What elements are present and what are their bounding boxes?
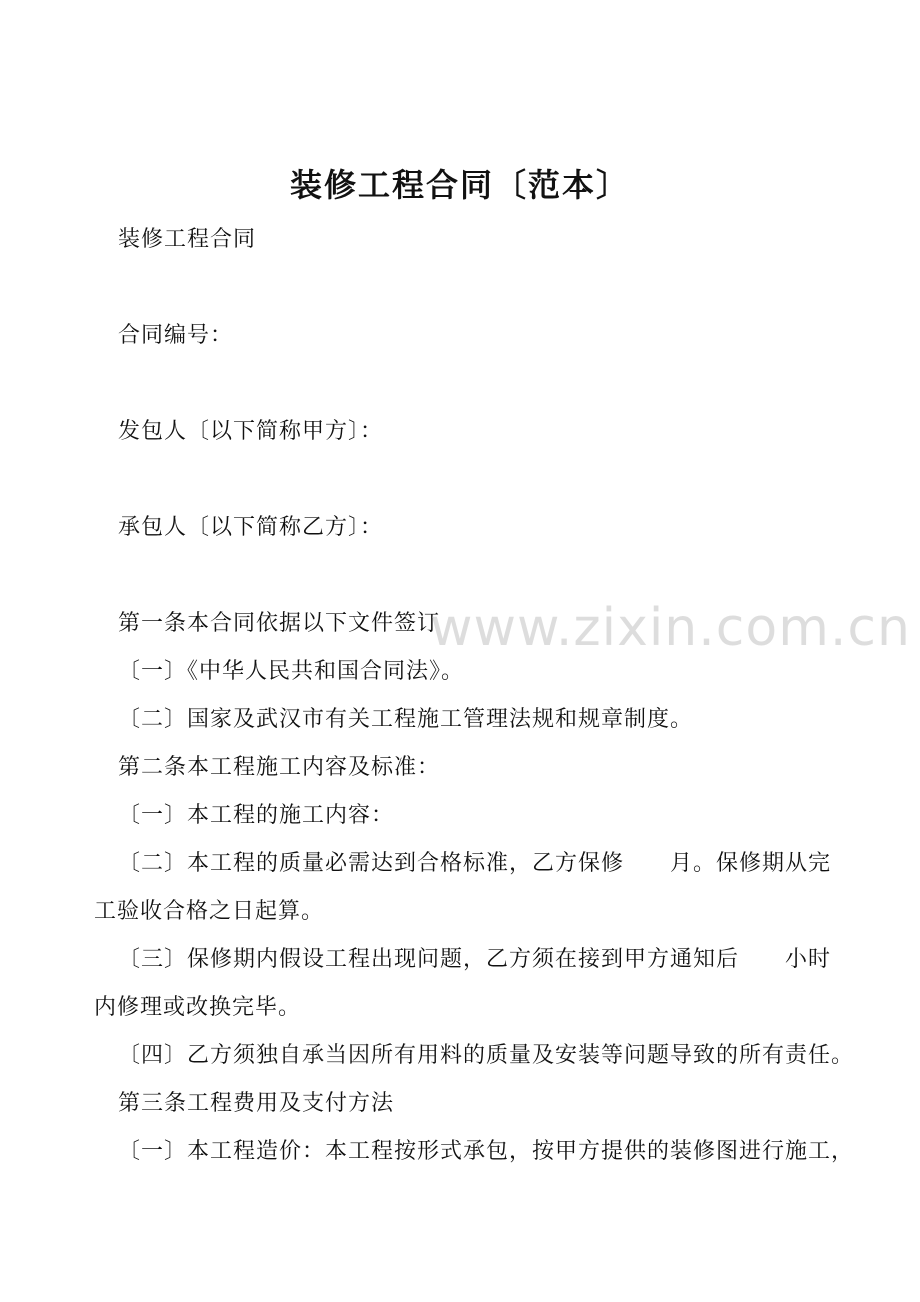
party-a-field: 发包人〔以下简称甲方〕：	[118, 419, 384, 444]
article-2-item-3-continued: 内修理或改换完毕。	[94, 995, 302, 1020]
article-2-item-2-continued: 工验收合格之日起算。	[94, 899, 325, 924]
article-2-item-2: 〔二〕本工程的质量必需达到合格标准，乙方保修 月。保修期从完	[118, 851, 832, 876]
contract-number-field: 合同编号：	[118, 323, 234, 348]
article-2-item-4: 〔四〕乙方须独自承当因所有用料的质量及安装等问题导致的所有责任。	[118, 1043, 855, 1068]
document-title: 装修工程合同〔范本〕	[289, 166, 630, 204]
watermark: www.zixin.com.cn	[430, 598, 911, 658]
article-1-item-2: 〔二〕国家及武汉市有关工程施工管理法规和规章制度。	[118, 707, 694, 732]
article-2-heading: 第二条本工程施工内容及标准：	[118, 755, 441, 780]
article-1-item-1: 〔一〕《中华人民共和国合同法》。	[118, 659, 465, 684]
article-2-item-3: 〔三〕保修期内假设工程出现问题，乙方须在接到甲方通知后 小时	[118, 947, 832, 972]
party-b-field: 承包人〔以下简称乙方〕：	[118, 515, 384, 540]
article-3-heading: 第三条工程费用及支付方法	[118, 1091, 395, 1116]
article-2-item-1: 〔一〕本工程的施工内容：	[118, 803, 395, 828]
contract-subtitle: 装修工程合同	[118, 227, 257, 252]
article-1-heading: 第一条本合同依据以下文件签订	[118, 611, 441, 636]
article-3-item-1: 〔一〕本工程造价：本工程按形式承包，按甲方提供的装修图进行施工，	[118, 1139, 855, 1164]
